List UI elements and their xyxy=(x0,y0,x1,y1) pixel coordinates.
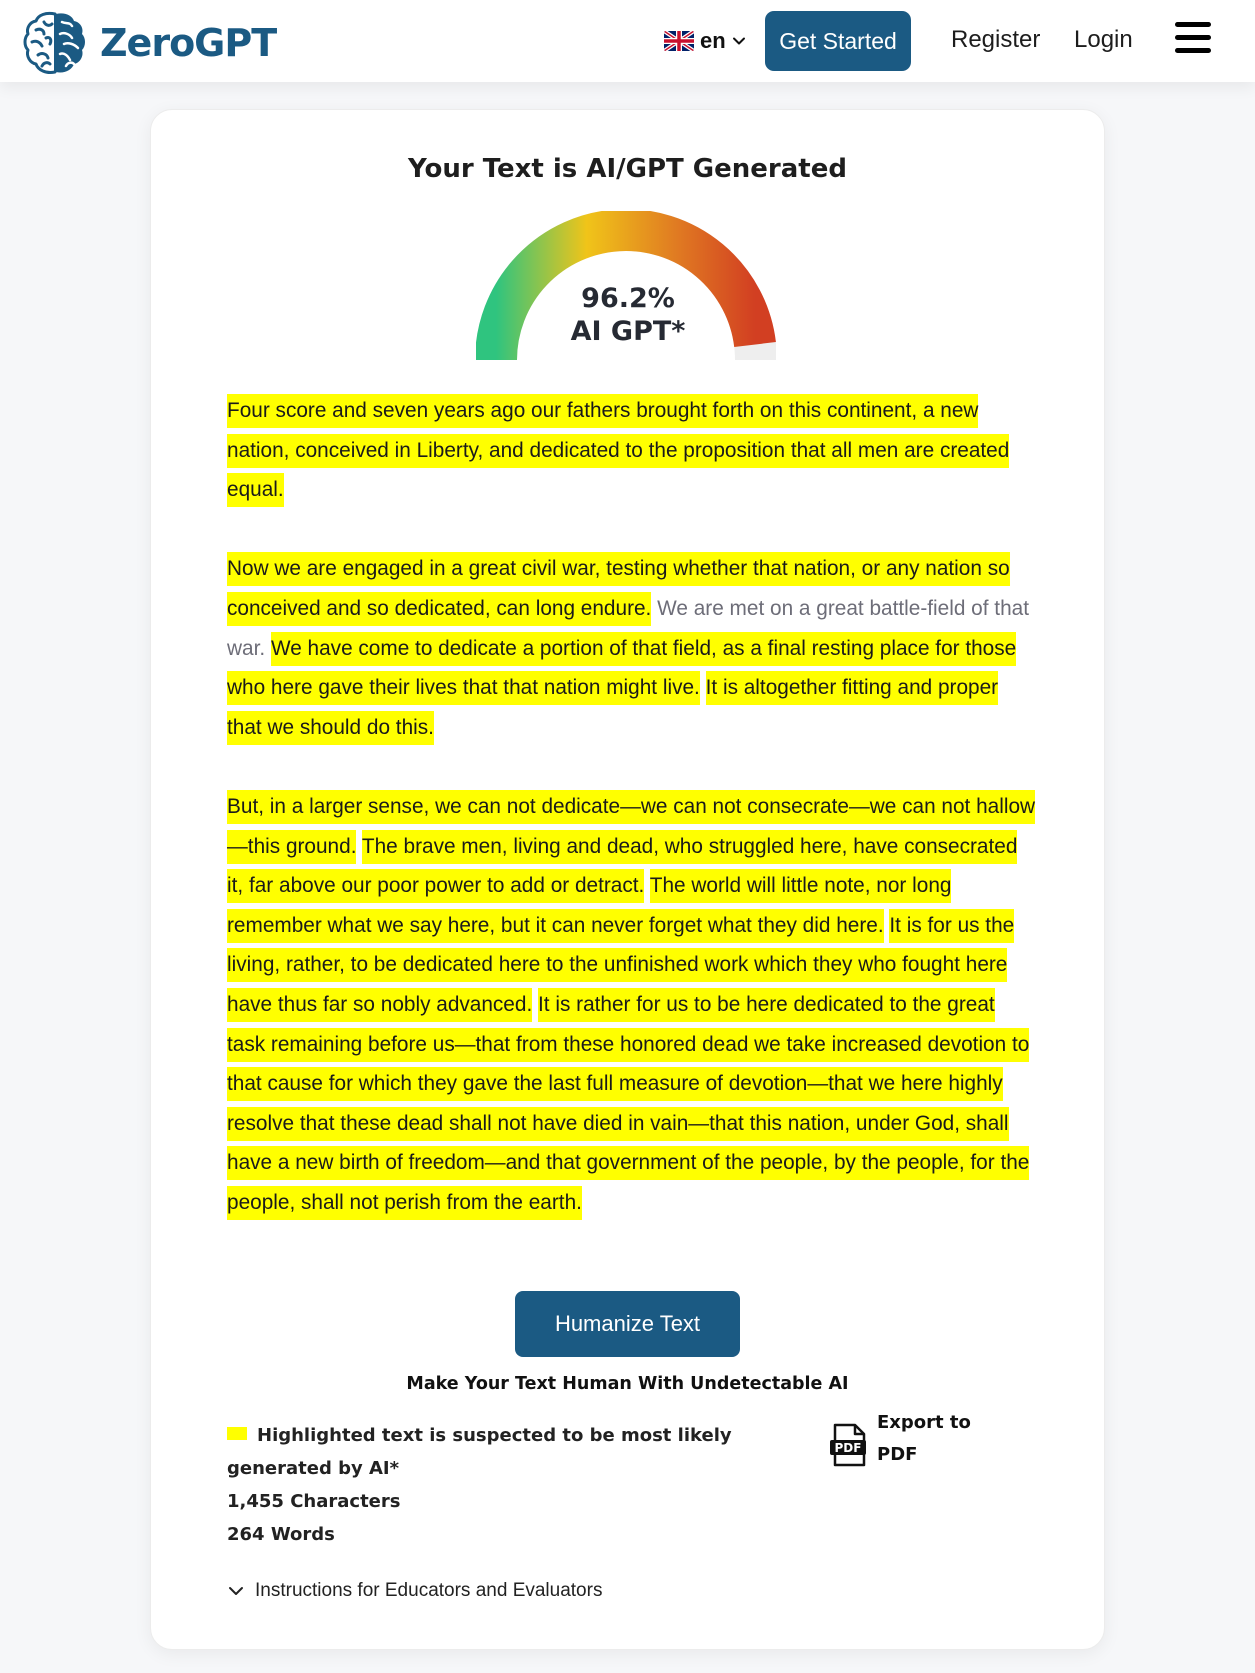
unhighlighted-sentence: We are met on a great battle-field of that war. xyxy=(227,596,1029,660)
export-pdf-link[interactable] xyxy=(877,1407,972,1471)
highlight-swatch xyxy=(227,1427,247,1440)
get-started-button[interactable]: Get Started xyxy=(765,11,911,71)
text-paragraph xyxy=(227,549,1037,747)
highlighted-sentence: We have come to dedicate a portion of that field, as a final resting place for those who here gave their lives that that nation might live. xyxy=(227,632,1016,706)
chevron-down-icon xyxy=(227,1582,245,1600)
hamburger-bar xyxy=(1175,35,1211,40)
language-selector[interactable] xyxy=(664,28,746,54)
highlighted-sentence: Four score and seven years ago our fathers brought forth on this continent, a new nation, conceived in Liberty, and dedicated to the proposition that all men are created equal. xyxy=(227,394,1009,507)
gauge-readout xyxy=(478,282,778,348)
analyzed-text xyxy=(227,391,1037,1262)
pdf-file-icon[interactable] xyxy=(829,1423,869,1467)
highlight-legend xyxy=(227,1419,807,1485)
educator-instructions-toggle[interactable] xyxy=(227,1580,602,1602)
legend-text: Highlighted text is suspected to be most likely generated by AI* xyxy=(227,1425,732,1479)
highlighted-sentence: The brave men, living and dead, who struggled here, have consecrated it, far above our poor power to add or detract. xyxy=(227,830,1017,904)
humanize-text-button[interactable]: Humanize Text xyxy=(515,1291,740,1357)
ai-percentage: 96.2% xyxy=(581,283,675,314)
highlighted-sentence: Now we are engaged in a great civil war, testing whether that nation, or any nation so conceived and so dedicated, can long endure. xyxy=(227,552,1010,626)
word-count: 264 Words xyxy=(227,1524,335,1545)
result-legend xyxy=(227,1419,807,1551)
language-code: en xyxy=(700,28,726,53)
text-paragraph xyxy=(227,787,1037,1223)
instructions-label: Instructions for Educators and Evaluators xyxy=(255,1580,603,1601)
result-title: Your Text is AI/GPT Generated xyxy=(408,154,847,184)
uk-flag-icon xyxy=(664,31,694,51)
ai-verdict-label: AI GPT* xyxy=(570,316,686,347)
brain-logo-icon xyxy=(20,8,90,78)
character-count: 1,455 Characters xyxy=(227,1491,401,1512)
highlighted-sentence: It is altogether fitting and proper that we should do this. xyxy=(227,671,998,745)
export-pdf-label: Export to PDF xyxy=(877,1412,971,1465)
pdf-icon-label: PDF xyxy=(834,1441,862,1455)
highlighted-sentence: It is rather for us to be here dedicated to the great task remaining before us—that from these honored dead we take increased devotion to that cause for which they gave the last full measure of devotion—that we here highly resolve that these dead shall not have died in vain—that this nation, under God, shall have a new birth of freedom—and that government of the people, by the people, for the people, shall not perish from the earth. xyxy=(227,988,1029,1220)
text-paragraph xyxy=(227,391,1037,510)
hamburger-bar xyxy=(1175,22,1211,27)
highlighted-sentence: But, in a larger sense, we can not dedicate—we can not consecrate—we can not hallow—this ground. xyxy=(227,790,1035,864)
highlighted-sentence: It is for us the living, rather, to be dedicated here to the unfinished work which they who fought here have thus far so nobly advanced. xyxy=(227,909,1014,1022)
login-link[interactable]: Login xyxy=(1074,26,1133,53)
hamburger-menu-icon[interactable] xyxy=(1175,22,1213,58)
highlighted-sentence: The world will little note, nor long remember what we say here, but it can never forget what they did here. xyxy=(227,869,951,943)
hamburger-bar xyxy=(1175,48,1211,53)
brand-logo[interactable] xyxy=(20,8,276,78)
result-card xyxy=(150,109,1105,1650)
register-link[interactable]: Register xyxy=(951,26,1041,53)
humanize-subtitle: Make Your Text Human With Undetectable AI xyxy=(406,1374,849,1394)
chevron-down-icon xyxy=(732,34,746,48)
top-navbar xyxy=(0,0,1255,82)
brand-name: ZeroGPT xyxy=(100,21,277,65)
